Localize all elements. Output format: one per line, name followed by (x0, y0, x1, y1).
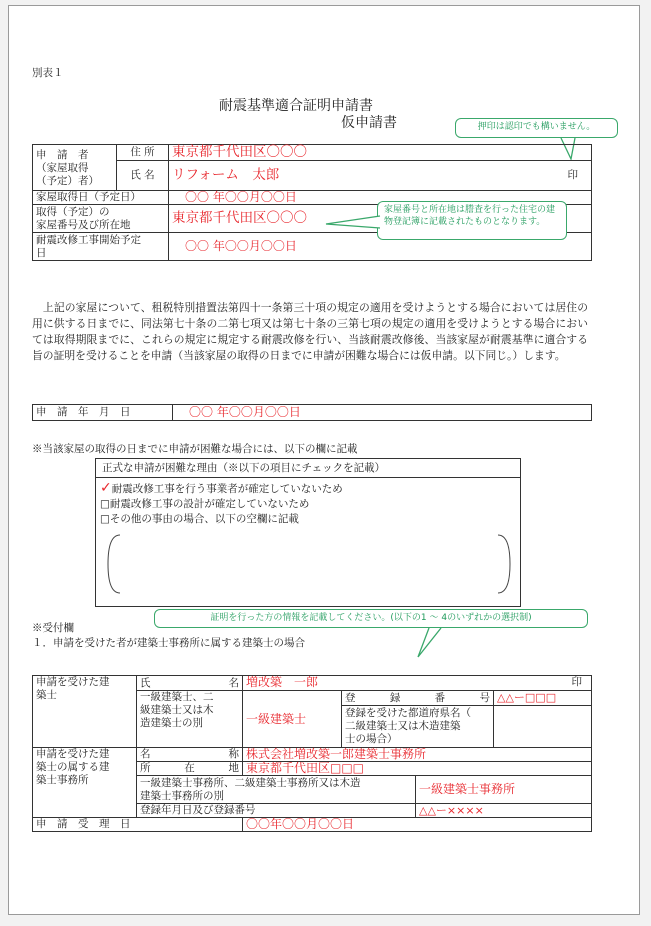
start-date-value: 〇〇 年〇〇月〇〇日 (169, 233, 592, 261)
office-reg-label: 登録年月日及び登録番号 (137, 804, 416, 818)
registry-note-callout: 家屋番号と所在地は謄査を行った住宅の建物登記簿に記載されたものとなります。 (377, 201, 567, 240)
checkbox-icon: □ (100, 513, 110, 525)
office-name-value: 株式会社増改築一郎建築士事務所 (243, 748, 592, 762)
document-title: 耐震基準適合証明申請書 (219, 98, 373, 114)
free-text-bracket[interactable] (104, 531, 514, 597)
office-name-label: 名 称 (137, 748, 243, 762)
reason-item-1[interactable]: ✓耐震改修工事を行う事業者が確定していないため (100, 480, 343, 496)
applicant-label-cell: 申 請 者 （家屋取得 （予定）者） (33, 145, 117, 191)
office-reg-value: △△ー×××× (416, 804, 592, 818)
receipt-note-callout: 証明を行った方の情報を記載してください。(以下の1 ～ 4のいずれかの選択制) (154, 609, 588, 628)
architect-pref-label: 登録を受けた都道府県名（ 二級建築士又は木造建築 士の場合） (345, 707, 471, 745)
name-value: リフォーム 太郎 (172, 166, 280, 183)
app-date-value: 〇〇 年〇〇月〇〇日 (173, 405, 592, 421)
receipt-heading: ※受付欄 (32, 622, 74, 634)
annex-label: 別表１ (32, 67, 64, 79)
reason-item-2[interactable]: □耐震改修工事の設計が確定していないため (100, 498, 310, 510)
house-no-label: 取得（予定）の 家屋番号及び所在地 (33, 205, 169, 233)
architect-seal: 印 (571, 676, 582, 688)
acq-date-label: 家屋取得日（予定日） (33, 191, 169, 205)
receipt-date-label: 申 請 受 理 日 (33, 818, 243, 832)
architect-reg-cell (342, 691, 494, 748)
case1-heading: １．申請を受けた者が建築士事務所に属する建築士の場合 (32, 637, 305, 649)
seal-mark: 印 (567, 168, 578, 181)
registry-callout-pointer (325, 214, 381, 232)
reasons-header: 正式な申請が困難な理由（※以下の項目にチェックを記載） (96, 459, 520, 478)
difficult-note: ※当該家屋の取得の日までに申請が困難な場合には、以下の欄に記載 (32, 443, 358, 455)
checkbox-icon: □ (100, 498, 110, 510)
office-type-value: 一級建築士事務所 (416, 776, 592, 804)
receipt-callout-pointer (417, 627, 449, 659)
document-subtitle: 仮申請書 (341, 115, 397, 131)
office-type-label: 一級建築士事務所、二級建築士事務所又は木造 建築士事務所の別 (137, 776, 416, 804)
check-icon: ✓ (100, 480, 112, 496)
receipt-date-value: 〇〇年〇〇月〇〇日 (243, 818, 592, 832)
office-addr-label: 所 在 地 (137, 762, 243, 776)
architect-type-label: 一級建築士、二 級建築士又は木 造建築士の別 (137, 691, 243, 748)
architect-table (32, 675, 592, 832)
name-value-cell (169, 161, 592, 191)
office-label: 申請を受けた建 築士の属する建 築士事務所 (33, 748, 137, 818)
architect-label: 申請を受けた建 築士 (33, 676, 137, 748)
acq-date-value: 〇〇 年〇〇月〇〇日 (169, 191, 592, 205)
architect-name-cell (243, 676, 592, 691)
reasons-box (95, 458, 521, 607)
start-date-label: 耐震改修工事開始予定 日 (33, 233, 169, 261)
architect-reg-value: △△ー□□□ (494, 691, 591, 706)
name-label: 氏 名 (117, 161, 169, 191)
office-addr-value: 東京都千代田区□□□ (243, 762, 592, 776)
house-no-value: 東京都千代田区〇〇〇 (169, 205, 592, 233)
application-body-text: 上記の家屋について、租税特別措置法第四十一条第三十項の規定の適用を受けようとする場合においては居住の用に供する日までに、同法第七十条の二第七項又は第七十条の三第七項の規定の適用を受けようとする場合においては取得期限までに、これらの規定に規定する耐震改修を行い、当該耐震改修後、当該家屋が耐震基準に適合する旨の証明を受けることを申請（当該家屋の取得の日までに申請が困難な場合には仮申請。以下同じ。）します。 (32, 301, 588, 362)
address-value: 東京都千代田区〇〇〇 (169, 145, 592, 161)
architect-reg-label: 登 録 番 号 (342, 691, 493, 706)
document-page (8, 5, 640, 915)
seal-note-callout: 押印は認印でも構いません。 (455, 118, 618, 138)
address-label: 住 所 (117, 145, 169, 161)
app-date-label: 申 請 年 月 日 (33, 405, 173, 421)
application-date-table (32, 404, 592, 421)
architect-name-value: 増改築 一郎 (246, 675, 319, 689)
architect-type-value: 一級建築士 (243, 691, 342, 748)
architect-name-label: 氏 名 (137, 676, 243, 691)
reason-item-3[interactable]: □その他の事由の場合、以下の空欄に記載 (100, 513, 299, 525)
architect-reg-value-cell (494, 691, 592, 748)
